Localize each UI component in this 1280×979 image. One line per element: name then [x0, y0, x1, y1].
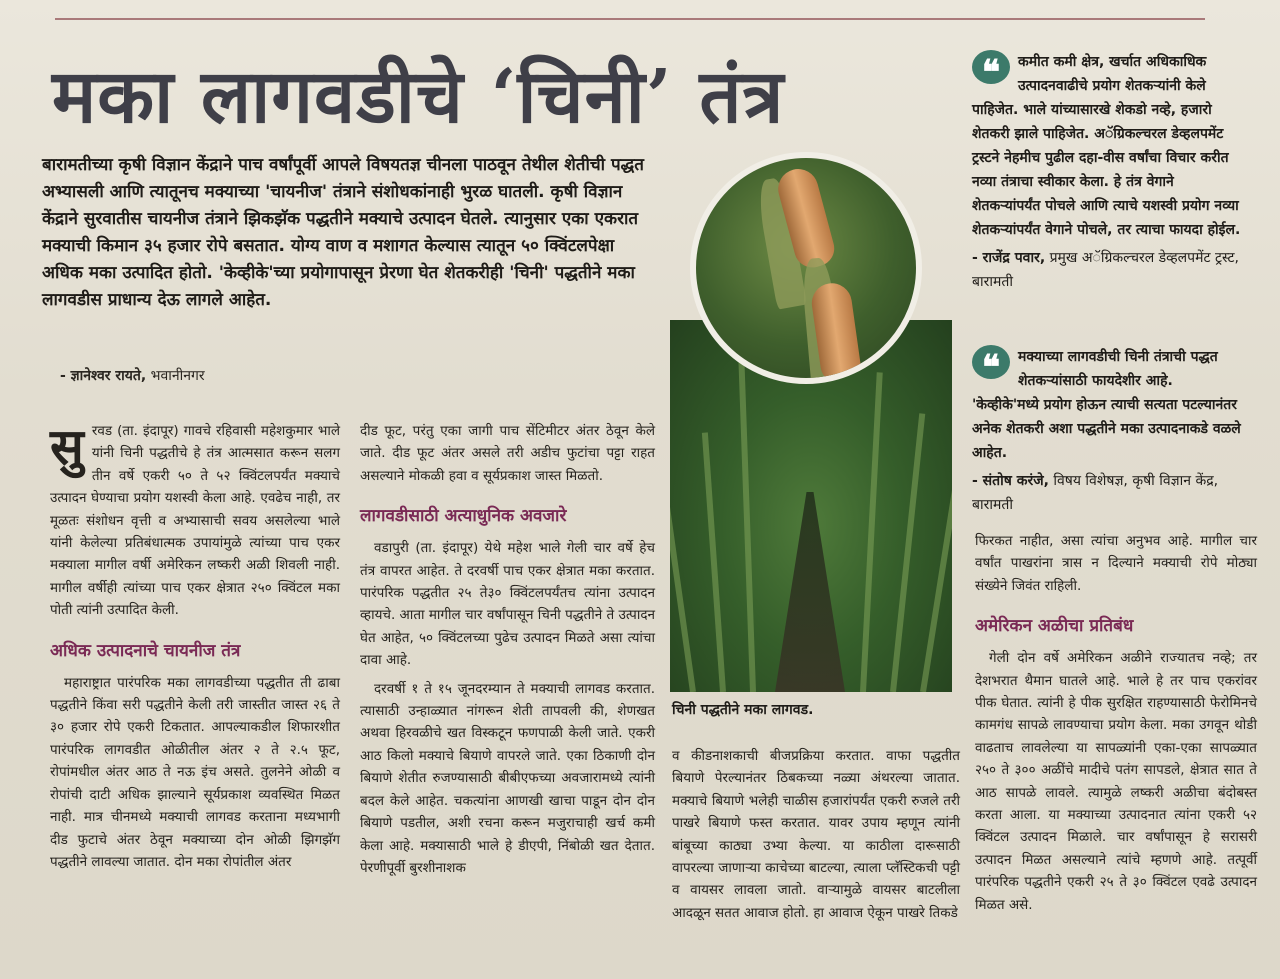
quote-box-1 — [972, 50, 1242, 294]
article-column-4 — [975, 530, 1257, 916]
article-column-1 — [50, 417, 340, 873]
col2-paragraph-3: दरवर्षी १ ते १५ जूनदरम्यान ते मक्याची लागवड करतात. त्यासाठी उन्हाळ्यात नांगरून शेती तापवली की, शेणखत अथवा हिरवळीचे खत विस्कटून फणपाळी केली जाते. एकरी आठ किलो मक्याचे बियाणे वापरले जाते. एका ठिकाणी दोन बियाणे शेतीत रुजण्यासाठी बीबीएफच्या अवजारामध्ये त्यांनी बदल केले आहेत. चकत्यांना आणखी खाचा पाडून दोन दोन बियाणे पडतील, अशी रचना करून मजुराचाही खर्च कमी केला आहे. मक्यासाठी भाले हे डीएपी, निंबोळी खत देतात. पेरणीपूर्वी बुरशीनाशक — [360, 680, 655, 876]
col2-paragraph-1: दीड फूट, परंतु एका जागी पाच सेंटिमीटर अंतर ठेवून केले जाते. दीड फूट अंतर असले तरी अडीच फुटांचा पट्टा राहत असल्याने मोकळी हवा व सूर्यप्रकाश जास्त मिळतो. — [360, 423, 655, 484]
quote-box-2 — [972, 345, 1242, 517]
col4-paragraph-1: फिरकत नाहीत, असा त्यांचा अनुभव आहे. मागील चार वर्षांत पाखरांना त्रास न दिल्याने मक्याची रोपे मोठ्या संख्येने जिवंत राहिली. — [975, 533, 1257, 594]
quote2-role: विषय विशेषज्ञ, कृषी विज्ञान केंद्र, बारामती — [972, 473, 1219, 513]
maize-cob-inset-photo — [690, 152, 922, 384]
lead-place: भवानीनगर — [146, 368, 205, 384]
lead-byline — [60, 366, 205, 385]
quote-icon: ❝ — [972, 345, 1010, 379]
article-column-2 — [360, 420, 655, 879]
drop-cap: सु — [50, 417, 84, 476]
quote1-role: प्रमुख अॅग्रिकल्चरल डेव्हलपमेंट ट्रस्ट, बारामती — [972, 250, 1239, 290]
col3-paragraph-1: व कीडनाशकाची बीजप्रक्रिया करतात. वाफा पद्धतीत बियाणे पेरल्यानंतर ठिबकच्या नळ्या अंथरल्या जातात. मक्याचे बियाणे भलेही चाळीस हजारांपर्यंत एकरी रुजले तरी पाखरे बियाणे फस्त करतात. यावर उपाय म्हणून त्यांनी बांबूच्या काठ्या उभ्या केल्या. या काठीला दारूसाठी वापरल्या जाणाऱ्या काचेच्या बाटल्या, त्याला प्लॅस्टिकची पट्टी व वायसर लावला जातो. वाऱ्यामुळे वायसर बाटलीला आदळून सतत आवाज होतो. हा आवाज ऐकून पाखरे तिकडे — [672, 748, 960, 921]
quote2-author: - संतोष करंजे, — [972, 473, 1049, 489]
col1-paragraph-1: रवड (ता. इंदापूर) गावचे रहिवासी महेशकुमार भाले यांनी चिनी पद्धतीचे हे तंत्र आत्मसात करून सलग तीन वर्षे एकरी ५० ते ५२ क्विंटलपर्यंत मक्याचे उत्पादन घेण्याचा प्रयोग यशस्वी केला आहे. एवढेच नाही, तर मूळतः संशोधन वृत्ती व अभ्यासाची सवय असलेल्या भाले यांनी केलेल्या प्रतिबंधात्मक उपायांमुळे त्यांच्या पाच एकर मक्याला मागील वर्षी अमेरिकन लष्करी अळी शिवली नाही. मागील वर्षीही त्यांच्या पाच एकर क्षेत्रात २५० क्विंटल मका पोती त्यांनी उत्पादित केली. — [50, 423, 340, 619]
article-column-3 — [672, 745, 960, 924]
lead-author: - ज्ञानेश्वर रायते, — [60, 368, 147, 384]
subhead-chinese-technique: अधिक उत्पादनाचे चायनीज तंत्र — [50, 640, 241, 661]
subhead-modern-tools: लागवडीसाठी अत्याधुनिक अवजारे — [360, 506, 567, 527]
col1-paragraph-2: महाराष्ट्रात पारंपरिक मका लागवडीच्या पद्धतीत ती ढाबा पद्धतीने किंवा सरी पद्धतीने केली तरी जास्तीत जास्त २६ ते ३० हजार रोपे एकरी टिकतात. आपल्याकडील शिफारशीत पारंपरिक लागवडीत ओळीतील अंतर २ ते २.५ फूट, रोपांमधील अंतर आठ ते नऊ इंच असते. तुलनेने ओळी व रोपांची दाटी अधिक झाल्याने सूर्यप्रकाश व्यवस्थित मिळत नाही. मात्र चीनमध्ये मक्याची लागवड करताना मध्यभागी दीड फुटाचे अंतर ठेवून मक्याच्या दोन ओळी झिगझॅग पद्धतीने लावल्या जातात. दोन मका रोपांतील अंतर — [50, 674, 340, 870]
photo-caption: चिनी पद्धतीने मका लागवड. — [672, 702, 814, 718]
quote2-text: मक्याच्या लागवडीची चिनी तंत्राची पद्धत शेतकऱ्यांसाठी फायदेशीर आहे. 'केव्हीके'मध्ये प्रयोग होऊन त्याची सत्यता पटल्यानंतर अनेक शेतकरी अशा पद्धतीने मका उत्पादनाकडे वळले आहेत. — [972, 349, 1241, 461]
quote1-author: - राजेंद्र पवार, — [972, 250, 1046, 266]
quote1-attribution — [972, 246, 1242, 294]
headline: मका लागवडीचे ‘चिनी’ तंत्र — [52, 54, 785, 140]
top-rule — [55, 18, 1205, 20]
quote-icon: ❝ — [972, 50, 1010, 84]
col4-paragraph-2: गेली दोन वर्षे अमेरिकन अळीने राज्यातच नव्हे; तर देशभरात थैमान घातले आहे. भाले हे तर पाच एकरांवर पीक घेतात. त्यांनी हे पीक सुरक्षित राहण्यासाठी फेरोमिनचे कामगंध सापळे लावण्याचा प्रयोग केला. मका उगवून थोडी वाढताच लावलेल्या या सापळ्यांनी एका-एका सापळ्यात २५० ते ३०० अळींचे मादीचे पतंग सापडले, क्षेत्रात सात ते आठ सापळे लावले. त्यामुळे लष्करी अळीचा बंदोबस्त करता आला. या मक्याच्या उत्पादनात त्यांना एकरी ५२ क्विंटल उत्पादन मिळाले. चार वर्षांपासून हे सरासरी उत्पादन मिळत असल्याने त्यांचे म्हणणे आहे. तत्पूर्वी पारंपरिक पद्धतीने एकरी २५ ते ३० क्विंटल एवढे उत्पादन मिळत असे. — [975, 650, 1257, 913]
quote1-text: कमीत कमी क्षेत्र, खर्चात अधिकाधिक उत्पादनवाढीचे प्रयोग शेतकऱ्यांनी केले पाहिजेत. भाले यांच्यासारखे शेकडो नव्हे, हजारो शेतकरी झाले पाहिजेत. अॅग्रिकल्चरल डेव्हलपमेंट ट्रस्टने नेहमीच पुढील दहा-वीस वर्षांचा विचार करीत नव्या तंत्राचा स्वीकार केला. हे तंत्र वेगाने शेतकऱ्यांपर्यंत पोचले आणि त्याचे यशस्वी प्रयोग नव्या शेतकऱ्यांपर्यंत वेगाने पोचले, तर त्याचा फायदा होईल. — [972, 54, 1241, 238]
quote2-attribution — [972, 469, 1242, 517]
subhead-american-worm: अमेरिकन अळीचा प्रतिबंध — [975, 616, 1134, 637]
lead-paragraph: बारामतीच्या कृषी विज्ञान केंद्राने पाच वर्षांपूर्वी आपले विषयतज्ञ चीनला पाठवून तेथील शेतीची पद्धत अभ्यासली आणि त्यातूनच मक्याच्या 'चायनीज' तंत्राने संशोधकांनाही भुरळ घातली. कृषी विज्ञान केंद्राने सुरवातीस चायनीज तंत्राने झिकझॅक पद्धतीने मक्याचे उत्पादन घेतले. त्यानुसार एका एकरात मक्याची किमान ३५ हजार रोपे बसतात. योग्य वाण व मशागत केल्यास त्यातून ५० क्विंटलपेक्षा अधिक मका उत्पादित होतो. 'केव्हीके'च्या प्रयोगापासून प्रेरणा घेत शेतकरीही 'चिनी' पद्धतीने मका लागवडीस प्राधान्य देऊ लागले आहेत. — [42, 155, 644, 310]
col2-paragraph-2: वडापुरी (ता. इंदापूर) येथे महेश भाले गेली चार वर्षे हेच तंत्र वापरत आहेत. ते दरवर्षी पाच एकर क्षेत्रात मका करतात. पारंपरिक पद्धतीत २५ ते३० क्विंटलपर्यंतच त्यांना उत्पादन व्हायचे. आता मागील चार वर्षांपासून चिनी पद्धतीने ते उत्पादन घेत आहेत, ५० क्विंटलच्या पुढेच उत्पादन मिळते असा त्यांचा दावा आहे. — [360, 540, 655, 669]
